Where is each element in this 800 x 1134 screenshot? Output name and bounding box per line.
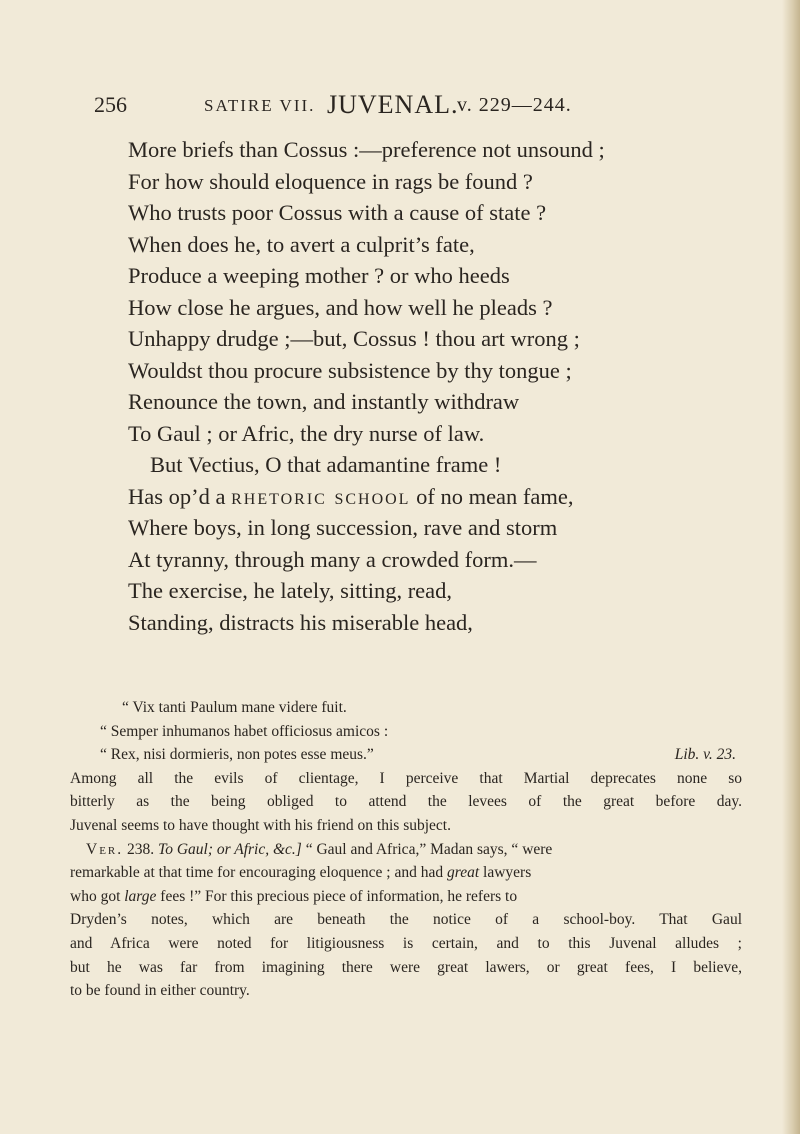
note-line: Dryden’s notes, which are beneath the notice of a school-boy. That Gaul: [70, 911, 742, 929]
poem-small-caps: rhetoric school: [231, 483, 411, 509]
poem-text: of no mean fame,: [410, 483, 574, 509]
note-line: [70, 861, 742, 885]
poem: [128, 134, 768, 638]
latin-quote-line: “ Semper inhumanos habet officiosus amicos :: [100, 722, 389, 740]
poem-line: Unhappy drudge ;—but, Cossus ! thou art wrong ;: [128, 326, 580, 351]
note-line: Juvenal seems to have thought with his friend on this subject.: [70, 816, 451, 834]
poem-line: When does he, to avert a culprit’s fate,: [128, 231, 475, 257]
poem-text: Has op’d a: [128, 483, 232, 509]
poem-line: How close he argues, and how well he pleads ?: [128, 294, 553, 320]
poem-line: To Gaul ; or Afric, the dry nurse of law.: [128, 420, 485, 446]
latin-quote-line: [70, 743, 742, 767]
note-line: [70, 838, 742, 862]
note-line: [70, 885, 742, 909]
poem-line: But Vectius, O that adamantine frame !: [150, 452, 502, 477]
note-line: bitterly as the being obliged to attend the levees of the great before day.: [70, 793, 742, 811]
note-italic: large: [124, 887, 157, 905]
satire-label: SATIRE VII.: [204, 96, 316, 115]
poem-line: The exercise, he lately, sitting, read,: [128, 578, 453, 603]
poem-line: At tyranny, through many a crowded form.—: [128, 546, 537, 572]
note-line: and Africa were noted for litigiousness is certain, and to this Juvenal alludes ;: [70, 934, 742, 952]
note-text: who got: [70, 887, 125, 905]
latin-quote-text: “ Rex, nisi dormieris, non potes esse meus.”: [100, 746, 374, 764]
poem-line: [128, 481, 768, 513]
note-text: remarkable at that time for encouraging eloquence ; and had: [70, 864, 448, 882]
page-number: 256: [94, 92, 127, 117]
poem-line: Renounce the town, and instantly withdraw: [128, 389, 520, 414]
verse-range: v. 229—244.: [457, 94, 572, 116]
poem-line: Wouldst thou procure subsistence by thy tongue ;: [128, 357, 572, 383]
poem-line: For how should eloquence in rags be found ?: [128, 168, 533, 194]
ver-number: 238.: [127, 840, 155, 858]
latin-quote-line: “ Vix tanti Paulum mane videre fuit.: [122, 699, 347, 716]
note-text: “ Gaul and Africa,” Madan says, “ were: [301, 840, 553, 858]
note-italic: great: [447, 864, 480, 882]
ver-label: Ver.: [86, 840, 124, 858]
page-edge: [782, 0, 800, 1134]
poem-line: Standing, distracts his miserable head,: [128, 609, 473, 635]
poem-line: Produce a weeping mother ? or who heeds: [128, 263, 510, 288]
quote-source: Lib. v. 23.: [674, 746, 736, 764]
author-name: JUVENAL.: [327, 90, 459, 119]
running-header: [94, 92, 734, 122]
poem-line: Where boys, in long succession, rave and storm: [128, 515, 558, 540]
footnotes: [70, 696, 742, 1003]
poem-line: Who trusts poor Cossus with a cause of state ?: [128, 200, 547, 225]
note-line: Among all the evils of clientage, I perceive that Martial deprecates none so: [70, 769, 742, 787]
poem-line: More briefs than Cossus :—preference not unsound ;: [128, 137, 605, 162]
note-line: to be found in either country.: [70, 982, 250, 1000]
note-line: but he was far from imagining there were great lawers, or great fees, I believe,: [70, 958, 742, 976]
ver-lemma: To Gaul; or Afric, &c.]: [158, 840, 302, 858]
note-text: lawyers: [479, 864, 532, 882]
note-text: fees !” For this precious piece of information, he refers to: [156, 887, 518, 905]
